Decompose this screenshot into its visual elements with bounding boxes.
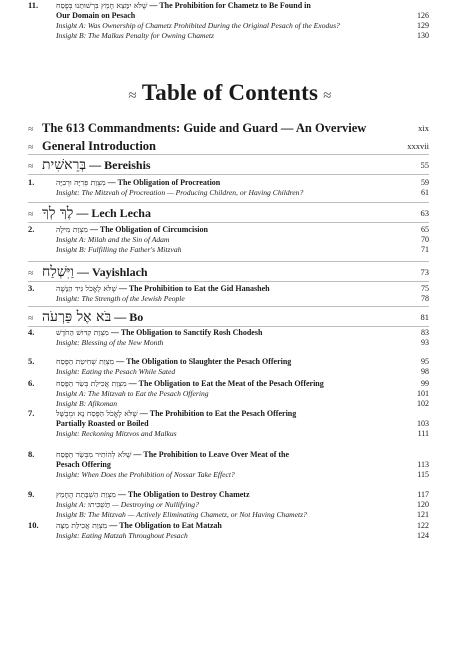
scroll-ornament-icon: ≈: [28, 313, 34, 324]
entry-text: — The Obligation of Procreation: [105, 178, 221, 187]
entry-text: Insight B: The Mitzvah — Actively Eliminating Chametz, or Not Having Chametz?: [56, 510, 307, 519]
scroll-ornament-icon: ≈: [28, 142, 34, 153]
entry-text: Insight A: Milah and the Sin of Adam: [56, 235, 170, 244]
entry-text: Insight: When Does the Prohibition of Nossar Take Effect?: [56, 470, 235, 479]
parashah-hebrew-name: וַיִּשְׁלַח: [42, 264, 74, 280]
toc-section-entry[interactable]: [28, 138, 429, 154]
entry-number: 2.: [28, 224, 35, 234]
scroll-ornament-icon: ≈: [28, 268, 34, 279]
entry-text: — The Obligation to Destroy Chametz: [115, 490, 250, 499]
parashah-name: — Lech Lecha: [73, 206, 151, 220]
divider: [28, 202, 429, 203]
page-number: 126: [417, 11, 429, 20]
insight-line: [56, 469, 406, 480]
entry-number: 5.: [28, 356, 35, 366]
entry-text: Insight: Eating Matzah Throughout Pesach: [56, 531, 188, 540]
page-number: 81: [420, 312, 429, 322]
parashah-name: — Bo: [111, 310, 144, 324]
parashah-heading[interactable]: [28, 309, 429, 325]
page-number: 70: [421, 235, 429, 244]
page-number: 117: [417, 490, 429, 499]
page-number: xxxvii: [407, 141, 429, 151]
mitzvah-hebrew-name: שֶׁלֹּא לֶאֱכֹל הַפֶּסַח נָא וּמְבֻשָּׁל: [56, 409, 138, 418]
page-number: 95: [421, 357, 429, 366]
entry-number: 7.: [28, 408, 35, 418]
entry-text: Insight A: תַּשְׁבִּיתוּ — Destroying or Nullifying?: [56, 500, 199, 509]
scroll-ornament-icon: ≈: [28, 161, 34, 172]
parashah-name: — Bereishis: [86, 158, 151, 172]
section-title: The 613 Commandments: Guide and Guard — An Overview: [42, 121, 367, 135]
page-title: [0, 80, 460, 106]
entry-text: Insight A: Was Ownership of Chametz Prohibited During the Original Pesach of the Exodus?: [56, 21, 340, 30]
ornament-right-icon: ≈: [323, 88, 332, 104]
entry-text: — The Obligation to Eat the Meat of the Pesach Offering: [126, 379, 324, 388]
page-number: 113: [417, 460, 429, 469]
entry-text: Partially Roasted or Boiled: [56, 419, 149, 428]
mitzvah-hebrew-name: שֶׁלֹּא לְהוֹתִיר מִבְּשַׂר הַפֶּסַח: [56, 450, 132, 459]
mitzvah-hebrew-name: מִצְוַת הַשְׁבָּתַת הֶחָמֵץ: [56, 490, 116, 499]
title-text: Table of Contents: [141, 80, 319, 105]
entry-number: 10.: [28, 520, 39, 530]
entry-text: — The Obligation to Eat Matzah: [107, 521, 222, 530]
page-number: 93: [421, 338, 429, 347]
entry-text: — The Prohibition to Leave Over Meat of the: [131, 450, 290, 459]
page-number: 59: [421, 178, 429, 187]
entry-text: — The Prohibition for Chametz to Be Found in: [147, 1, 311, 10]
parashah-hebrew-name: בְּרֵאשִׁית: [42, 157, 87, 173]
entry-number: 8.: [28, 449, 35, 459]
entry-text: — The Prohibition to Eat the Gid Hanasheh: [116, 284, 270, 293]
insight-line: [56, 366, 406, 377]
parashah-hebrew-name: בֹּא אֶל פַּרְעֹה: [42, 309, 112, 325]
entry-text: Our Domain on Pesach: [56, 11, 136, 20]
entry-text: Insight: Reckoning Mitzvos and Malkus: [56, 429, 177, 438]
page-number: 83: [421, 328, 429, 337]
entry-text: Insight: Blessing of the New Month: [56, 338, 164, 347]
parashah-name: — Vayishlach: [74, 265, 148, 279]
entry-text: Insight: The Mitzvah of Procreation — Producing Children, or Having Children?: [56, 188, 304, 197]
divider: [28, 306, 429, 307]
divider: [28, 281, 429, 282]
entry-text: Insight B: The Malkus Penalty for Owning Chametz: [56, 31, 214, 40]
mitzvah-hebrew-name: מִצְוַת קִדּוּשׁ הַחֹדֶשׁ: [56, 328, 109, 337]
page-number: 103: [417, 419, 429, 428]
entry-number: 11.: [28, 0, 39, 10]
entry-number: 9.: [28, 489, 35, 499]
entry-number: 4.: [28, 327, 35, 337]
mitzvah-hebrew-name: שֶׁלֹּא לֶאֱכֹל גִּיד הַנָּשֶׁה: [56, 284, 117, 293]
page-number: 102: [417, 399, 429, 408]
page-number: xix: [418, 123, 429, 133]
entry-text: — The Obligation to Sanctify Rosh Chodesh: [108, 328, 263, 337]
insight-line: [56, 509, 406, 520]
page-number: 75: [421, 284, 429, 293]
entry-number: 1.: [28, 177, 35, 187]
parashah-heading[interactable]: [28, 264, 429, 280]
section-title: General Introduction: [42, 139, 157, 153]
entry-number: 6.: [28, 378, 35, 388]
mitzvah-hebrew-name: מִצְוַת אֲכִילַת בְּשַׂר הַפֶּסַח: [56, 379, 127, 388]
page-number: 61: [421, 188, 429, 197]
toc-section-entry[interactable]: [28, 120, 429, 136]
entry-text: Insight B: Fulfilling the Father's Mitzvah: [56, 245, 182, 254]
page-number: 55: [420, 160, 429, 170]
page-number: 71: [421, 245, 429, 254]
entry-text: Insight A: The Mitzvah to Eat the Pesach Offering: [56, 389, 209, 398]
divider: [28, 154, 429, 155]
page-number: 130: [417, 31, 429, 40]
page-number: 111: [417, 429, 429, 438]
page-number: 115: [417, 470, 429, 479]
entry-text: Insight: Eating the Pesach While Sated: [56, 367, 176, 376]
mitzvah-hebrew-name: מִצְוַת פְּרִיָּה וּרְבִיָּה: [56, 178, 106, 187]
mitzvah-hebrew-name: מִצְוַת אֲכִילַת מַצָּה: [56, 521, 108, 530]
insight-line: [56, 530, 406, 541]
insight-line: [56, 244, 406, 255]
page-number: 101: [417, 389, 429, 398]
entry-number: 3.: [28, 283, 35, 293]
parashah-heading[interactable]: [28, 157, 429, 173]
entry-text: — The Obligation to Slaughter the Pesach Offering: [114, 357, 292, 366]
mitzvah-hebrew-name: שֶׁלֹּא יִמָּצֵא חָמֵץ בִּרְשׁוּתֵנוּ בְּפֶסַח: [56, 1, 148, 10]
page-number: 63: [420, 208, 429, 218]
scroll-ornament-icon: ≈: [28, 124, 34, 135]
entry-text: Insight: The Strength of the Jewish People: [56, 294, 185, 303]
insight-line: [56, 337, 406, 348]
page-number: 98: [421, 367, 429, 376]
divider: [28, 261, 429, 262]
mitzvah-hebrew-name: מִצְוַת שְׁחִיטַת הַפֶּסַח: [56, 357, 115, 366]
entry-text: Insight B: Afikoman: [56, 399, 118, 408]
entry-text: — The Obligation of Circumcision: [87, 225, 208, 234]
parashah-hebrew-name: לֶךְ לְךָ: [42, 205, 74, 221]
insight-line: [56, 30, 406, 41]
entry-text: Pesach Offering: [56, 460, 111, 469]
insight-line: [56, 187, 406, 198]
ornament-left-icon: ≈: [128, 88, 137, 104]
insight-line: [56, 428, 406, 439]
page-number: 121: [417, 510, 429, 519]
scroll-ornament-icon: ≈: [28, 209, 34, 220]
parashah-heading[interactable]: [28, 205, 429, 221]
page-number: 65: [421, 225, 429, 234]
divider: [28, 222, 429, 223]
page-number: 73: [420, 267, 429, 277]
insight-line: [56, 293, 406, 304]
page-number: 129: [417, 21, 429, 30]
page-number: 99: [421, 379, 429, 388]
page-number: 78: [421, 294, 429, 303]
page-number: 124: [417, 531, 429, 540]
entry-text: — The Prohibition to Eat the Pesach Offering: [137, 409, 297, 418]
page-number: 120: [417, 500, 429, 509]
page-number: 122: [417, 521, 429, 530]
divider: [28, 174, 429, 175]
mitzvah-hebrew-name: מִצְוַת מִילָה: [56, 225, 88, 234]
